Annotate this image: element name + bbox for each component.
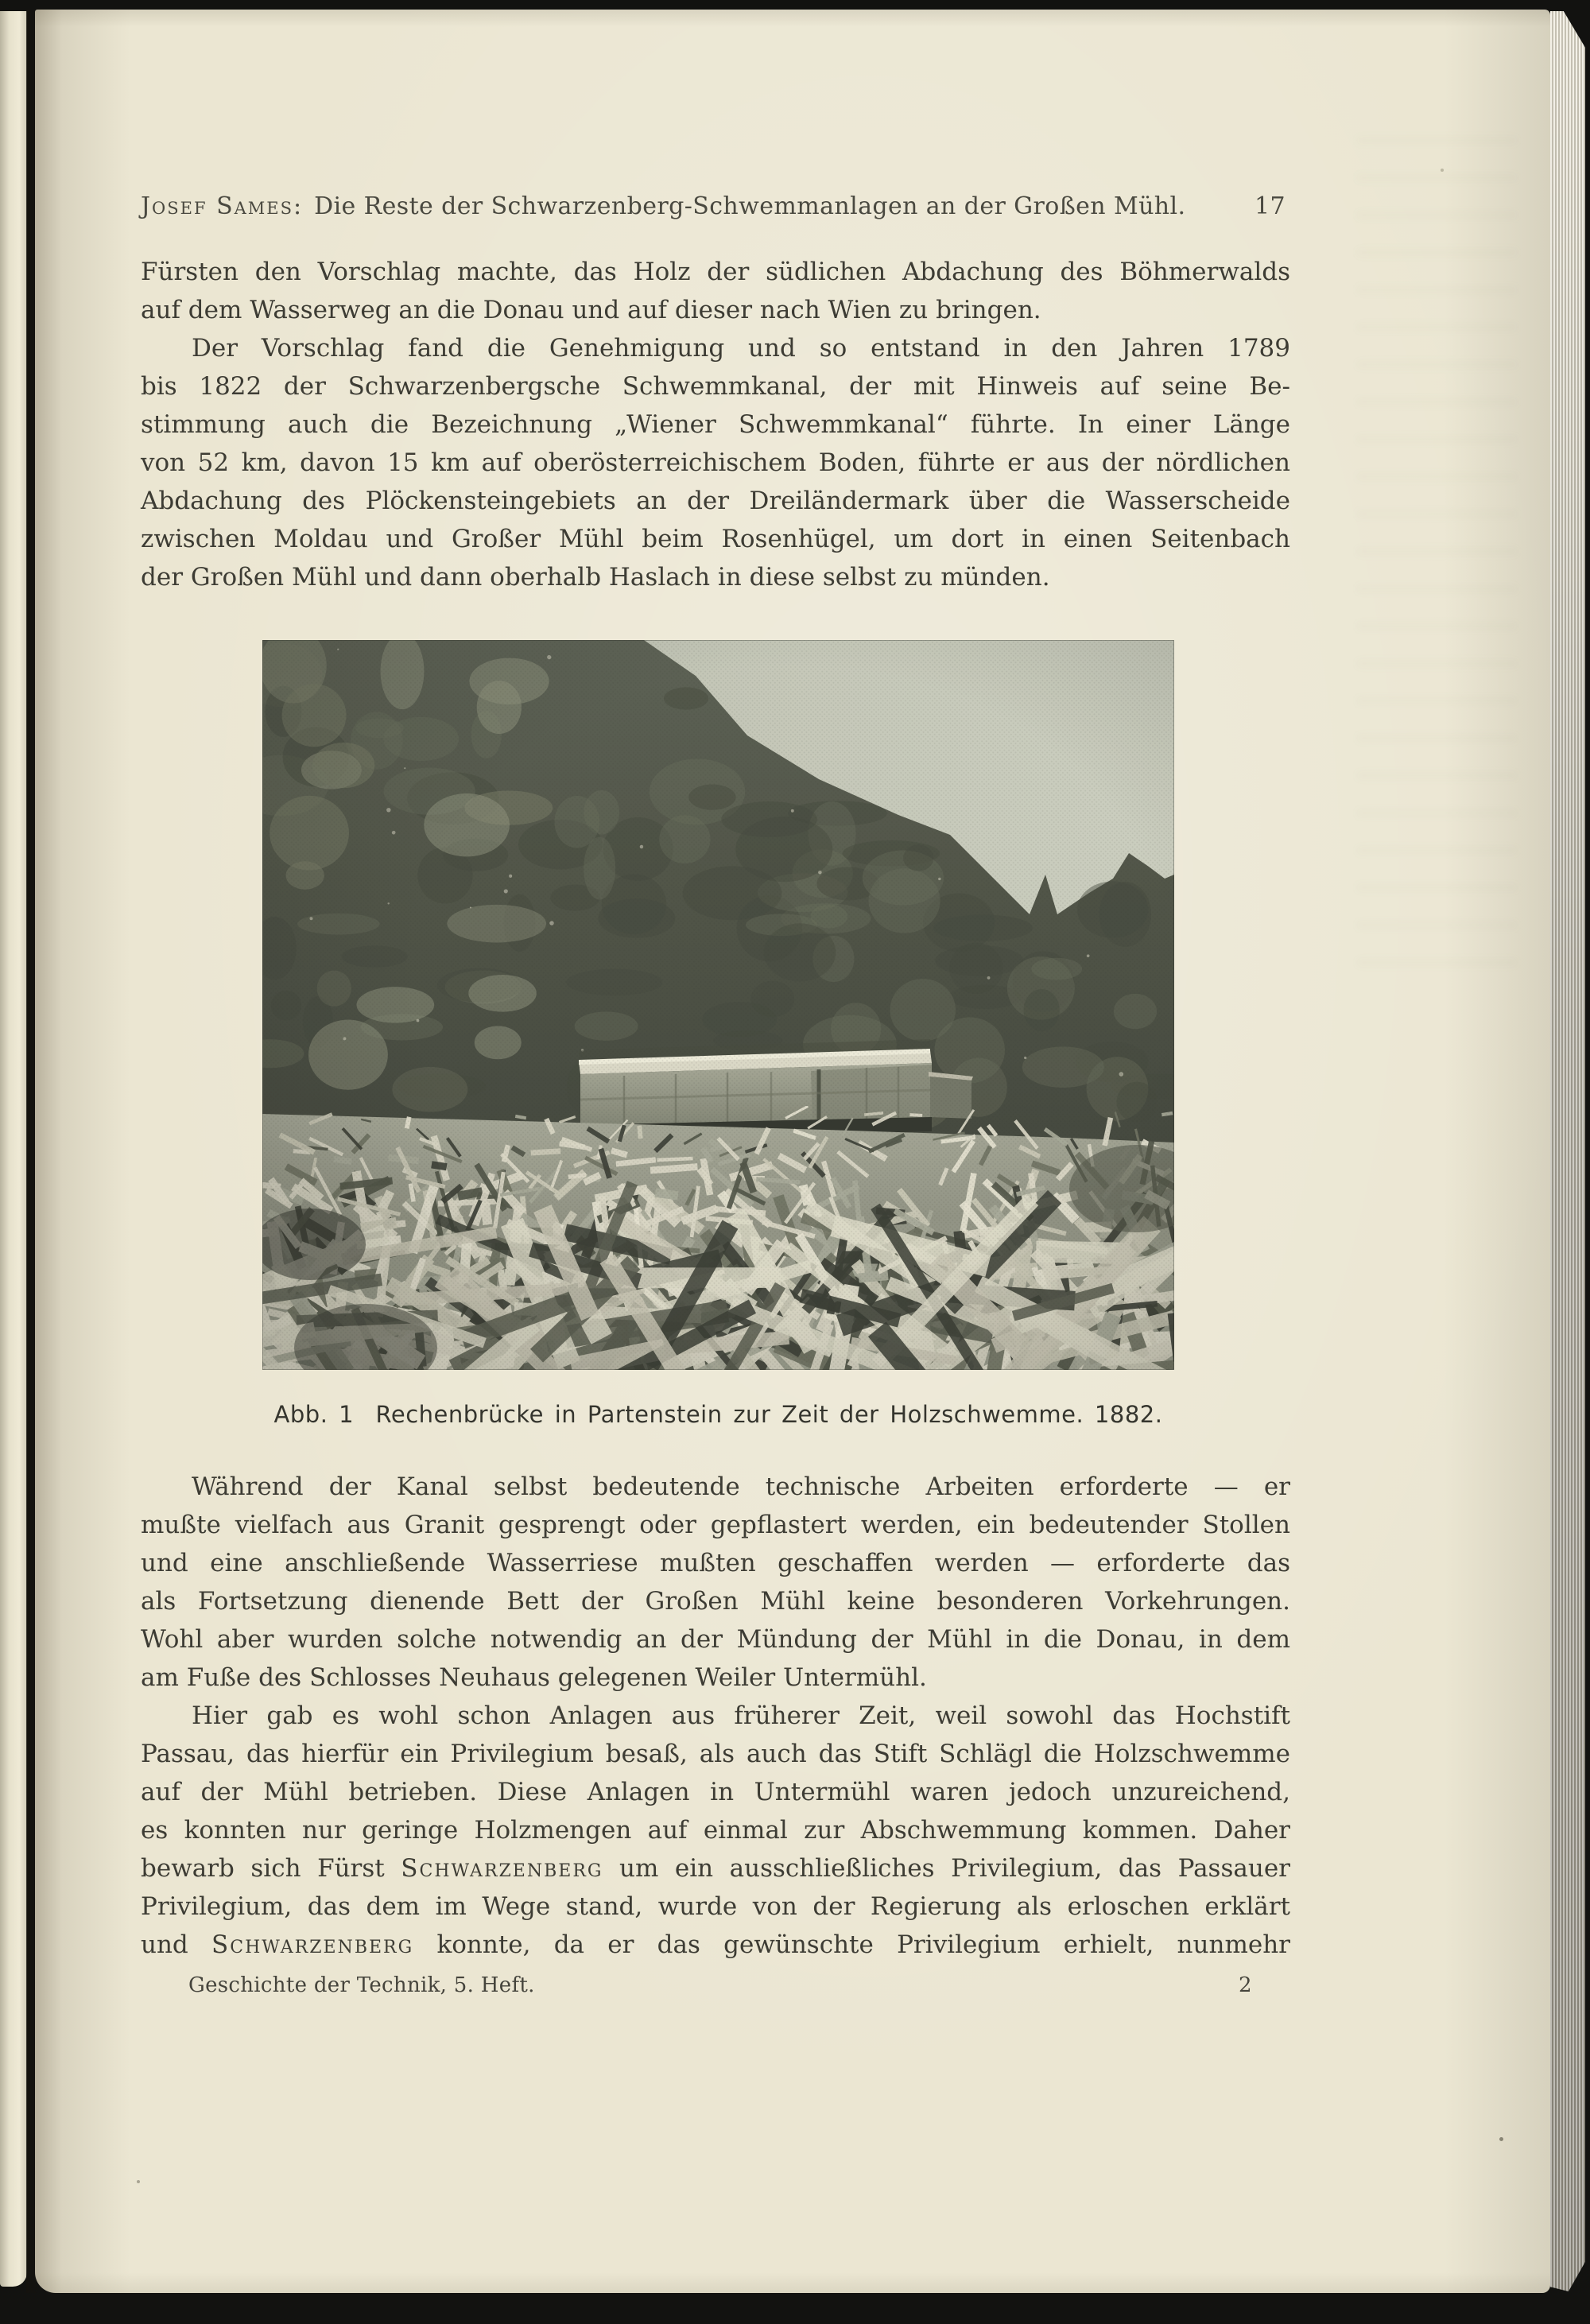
- page-footer: [141, 1973, 1290, 1997]
- small-caps-name: Schwarzenberg: [211, 1930, 414, 1959]
- running-header-title: Die Reste der Schwarzenberg-Schwemmanlagen an der Großen Mühl.: [314, 192, 1186, 220]
- text-line: als Fortsetzung dienende Bett der Großen Mühl keine besonderen Vorkehrungen.: [141, 1587, 1290, 1616]
- paragraph-block-3: [141, 1697, 1290, 1964]
- text-line: auf dem Wasserweg an die Donau und auf dieser nach Wien zu bringen.: [141, 296, 1041, 324]
- text-line: Passau, das hierfür ein Privilegium besaß, als auch das Stift Schlägl die Holzschwemme: [141, 1740, 1290, 1768]
- text-line: stimmung auch die Bezeichnung „Wiener Schwemmkanal“ führte. In einer Länge: [141, 410, 1290, 439]
- text-line: Der Vorschlag fand die Genehmigung und so entstand in den Jahren 1789: [192, 334, 1290, 363]
- text-line: Hier gab es wohl schon Anlagen aus früherer Zeit, weil sowohl das Hochstift: [192, 1701, 1290, 1730]
- text-line: Abdachung des Plöckensteingebiets an der Dreiländermark über die Wasserscheide: [141, 487, 1290, 515]
- print-ghosting: [1355, 135, 1518, 994]
- paragraph-block-2: [141, 1468, 1290, 1697]
- text-line: bewarb sich Fürst Schwarzenberg um ein ausschließliches Privilegium, das Passauer: [141, 1854, 1290, 1883]
- dust-speck: [1441, 169, 1444, 172]
- text-line: am Fuße des Schlosses Neuhaus gelegenen Weiler Untermühl.: [141, 1663, 927, 1692]
- footer-signature-mark: 2: [1239, 1973, 1252, 1997]
- footer-imprint: Geschichte der Technik, 5. Heft.: [188, 1973, 535, 1997]
- dust-speck: [1499, 2137, 1503, 2141]
- text-line: der Großen Mühl und dann oberhalb Haslach in diese selbst zu münden.: [141, 563, 1050, 592]
- text-line: bis 1822 der Schwarzenbergsche Schwemmkanal, der mit Hinweis auf seine Be-: [141, 372, 1290, 401]
- text-line: zwischen Moldau und Großer Mühl beim Rosenhügel, um dort in einen Seitenbach: [141, 525, 1290, 553]
- dust-speck: [137, 2180, 140, 2183]
- text-line: auf der Mühl betrieben. Diese Anlagen in Untermühl waren jedoch unzureichend,: [141, 1778, 1290, 1806]
- text-line: Während der Kanal selbst bedeutende technische Arbeiten erforderte — er: [192, 1472, 1290, 1501]
- text-line: mußte vielfach aus Granit gesprengt oder gepflastert werden, ein bedeutender Stollen: [141, 1511, 1290, 1539]
- small-caps-name: Schwarzenberg: [401, 1854, 603, 1883]
- running-header: [141, 192, 1290, 220]
- paper-tint-overlay: [262, 640, 1174, 1370]
- paragraph-block-1: [141, 253, 1290, 596]
- text-line: Privilegium, das dem im Wege stand, wurde von der Regierung als erloschen erklärt: [141, 1892, 1290, 1921]
- text-line: Fürsten den Vorschlag machte, das Holz der südlichen Abdachung des Böhmerwalds: [141, 258, 1290, 286]
- text-line: und Schwarzenberg konnte, da er das gewünschte Privilegium erhielt, nunmehr: [141, 1930, 1290, 1959]
- facing-page-edge: [0, 11, 27, 2287]
- running-header-page-number: 17: [1255, 192, 1286, 220]
- page-stack-edge: [1550, 11, 1585, 2291]
- running-header-author: Josef Sames:: [141, 192, 304, 220]
- photo-illustration: [262, 640, 1174, 1370]
- text-line: von 52 km, davon 15 km auf oberösterreichischem Boden, führte er aus der nördlichen: [141, 448, 1290, 477]
- text-line: Wohl aber wurden solche notwendig an der Mündung der Mühl in die Donau, in dem: [141, 1625, 1290, 1654]
- figure-caption: Abb. 1 Rechenbrücke in Partenstein zur Zeit der Holzschwemme. 1882.: [273, 1401, 1163, 1428]
- text-line: und eine anschließende Wasserriese mußten geschaffen werden — erforderte das: [141, 1549, 1290, 1577]
- figure-photo: [262, 640, 1174, 1370]
- text-line: es konnten nur geringe Holzmengen auf einmal zur Abschwemmung kommen. Daher: [141, 1816, 1290, 1845]
